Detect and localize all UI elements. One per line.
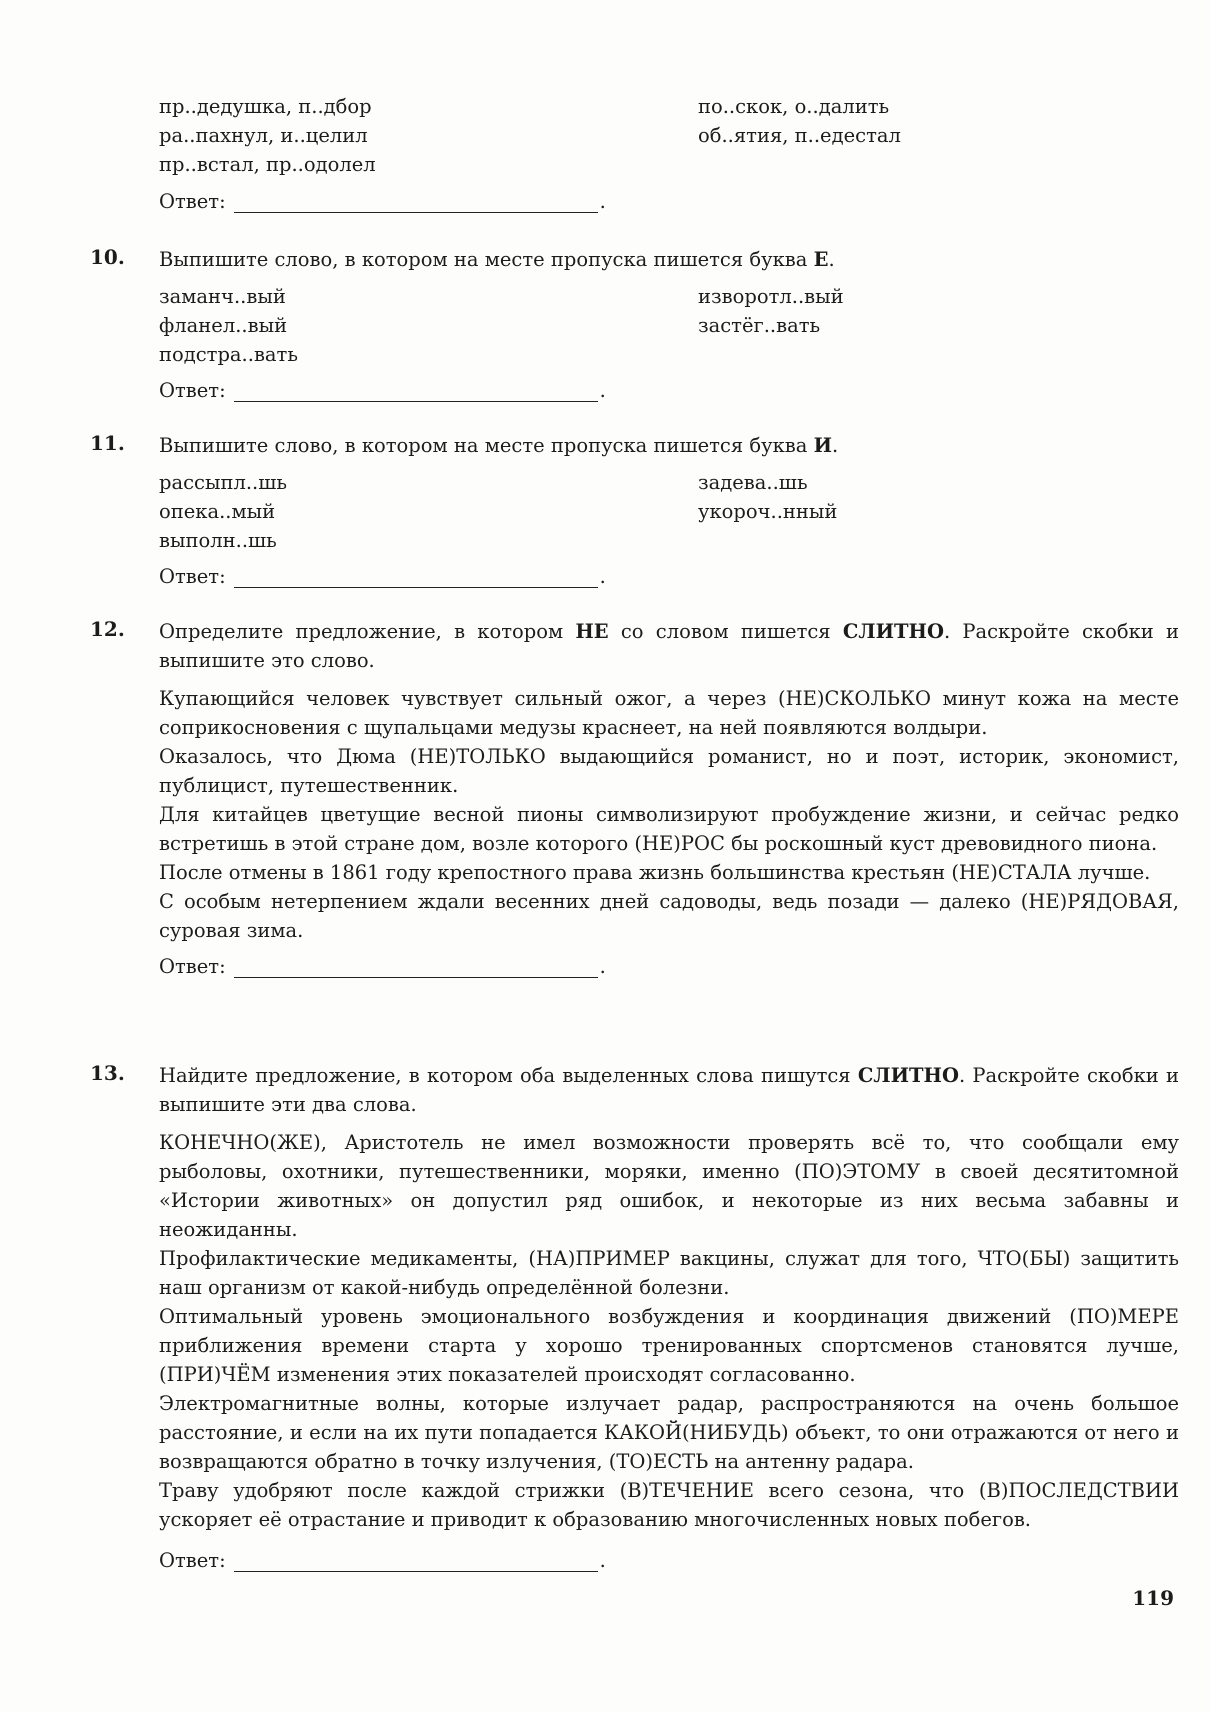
options-left (159, 92, 698, 179)
sentence-list (159, 684, 1179, 945)
option: по..скок, о..далить (698, 95, 890, 118)
task-instruction: Выпишите слово, в котором на месте пропуска пишется буква Е. (159, 248, 835, 271)
options-right (698, 282, 1178, 369)
task-13 (159, 1061, 1179, 1572)
option: задева..шь (698, 471, 808, 494)
option: опека..мый (159, 500, 276, 523)
answer-row: Ответ: . (159, 1549, 606, 1572)
answer-field[interactable] (234, 379, 598, 402)
sentence: Электромагнитные волны, которые излучает радар, распространяются на очень большое расстояние, и если на их пути попадается КАКОЙ(НИБУДЬ) объект, то они отражаются от него и возвращаются обратно в точку излучения, (ТО)ЕСТЬ на антенну радара. (159, 1392, 1179, 1473)
sentence: Купающийся человек чувствует сильный ожог, а через (НЕ)СКОЛЬКО минут кожа на месте соприкосновения с щупальцами медузы краснеет, на ней появляются волдыри. (159, 687, 1179, 739)
option: об..ятия, п..едестал (698, 124, 901, 147)
task-10 (159, 245, 1179, 402)
option: ра..пахнул, и..целил (159, 124, 368, 147)
option: застёг..вать (698, 314, 821, 337)
option: изворотл..вый (698, 285, 844, 308)
answer-row: Ответ: . (159, 190, 606, 213)
sentence-list (159, 1128, 1179, 1534)
task-11 (159, 431, 1179, 588)
option: подстра..вать (159, 343, 298, 366)
answer-label: Ответ: (159, 955, 226, 978)
task-12 (159, 617, 1179, 978)
page-number: 119 (1132, 1586, 1174, 1610)
task-number: 12. (90, 617, 125, 641)
answer-label: Ответ: (159, 190, 226, 213)
sentence: Оказалось, что Дюма (НЕ)ТОЛЬКО выдающийся романист, но и поэт, историк, экономист, публицист, путешественник. (159, 745, 1179, 797)
options-right (698, 92, 1178, 179)
answer-field[interactable] (234, 1549, 598, 1572)
option: рассыпл..шь (159, 471, 287, 494)
answer-label: Ответ: (159, 565, 226, 588)
answer-field[interactable] (234, 190, 598, 213)
sentence: КОНЕЧНО(ЖЕ), Аристотель не имел возможности проверять всё то, что сообщали ему рыболовы, охотники, путешественники, моряки, именно (ПО)ЭТОМУ в своей десятитомной «Истории животных» он допустил ряд ошибок, и некоторые из них весьма забавны и неожиданны. (159, 1131, 1179, 1241)
options-right (698, 468, 1178, 555)
sentence: Профилактические медикаменты, (НА)ПРИМЕР вакцины, служат для того, ЧТО(БЫ) защитить наш организм от какой-нибудь определённой болезни. (159, 1247, 1179, 1299)
task-number: 11. (90, 431, 125, 455)
option: пр..дедушка, п..дбор (159, 95, 372, 118)
task-number: 13. (90, 1061, 125, 1085)
answer-row: Ответ: . (159, 955, 606, 978)
sentence: Траву удобряют после каждой стрижки (В)ТЕЧЕНИЕ всего сезона, что (В)ПОСЛЕДСТВИИ ускоряет её отрастание и приводит к образованию многочисленных новых побегов. (159, 1479, 1179, 1531)
task-instruction: Выпишите слово, в котором на месте пропуска пишется буква И. (159, 434, 839, 457)
answer-row: Ответ: . (159, 565, 606, 588)
option: фланел..вый (159, 314, 288, 337)
task-instruction: Найдите предложение, в котором оба выделенных слова пишутся СЛИТНО. Раскройте скобки и выпишите эти два слова. (159, 1064, 1179, 1116)
answer-row: Ответ: . (159, 379, 606, 402)
answer-field[interactable] (234, 955, 598, 978)
answer-field[interactable] (234, 565, 598, 588)
answer-label: Ответ: (159, 379, 226, 402)
option: выполн..шь (159, 529, 277, 552)
task-9-options (159, 92, 1179, 213)
sentence: После отмены в 1861 году крепостного права жизнь большинства крестьян (НЕ)СТАЛА лучше. (159, 861, 1151, 884)
option: укороч..нный (698, 500, 838, 523)
sentence: С особым нетерпением ждали весенних дней садоводы, ведь позади — далеко (НЕ)РЯДОВАЯ, суровая зима. (159, 890, 1179, 942)
sentence: Оптимальный уровень эмоционального возбуждения и координация движений (ПО)МЕРЕ приближения времени старта у хорошо тренированных спортсменов становятся лучше, (ПРИ)ЧЁМ изменения этих показателей происходят согласованно. (159, 1305, 1179, 1386)
answer-label: Ответ: (159, 1549, 226, 1572)
options-left (159, 468, 698, 555)
sentence: Для китайцев цветущие весной пионы символизируют пробуждение жизни, и сейчас редко встретишь в этой стране дом, возле которого (НЕ)РОС бы роскошный куст древовидного пиона. (159, 803, 1179, 855)
task-instruction: Определите предложение, в котором НЕ со словом пишется СЛИТНО. Раскройте скобки и выпишите это слово. (159, 620, 1179, 672)
options-left (159, 282, 698, 369)
option: пр..встал, пр..одолел (159, 153, 376, 176)
task-number: 10. (90, 245, 125, 269)
option: заманч..вый (159, 285, 286, 308)
